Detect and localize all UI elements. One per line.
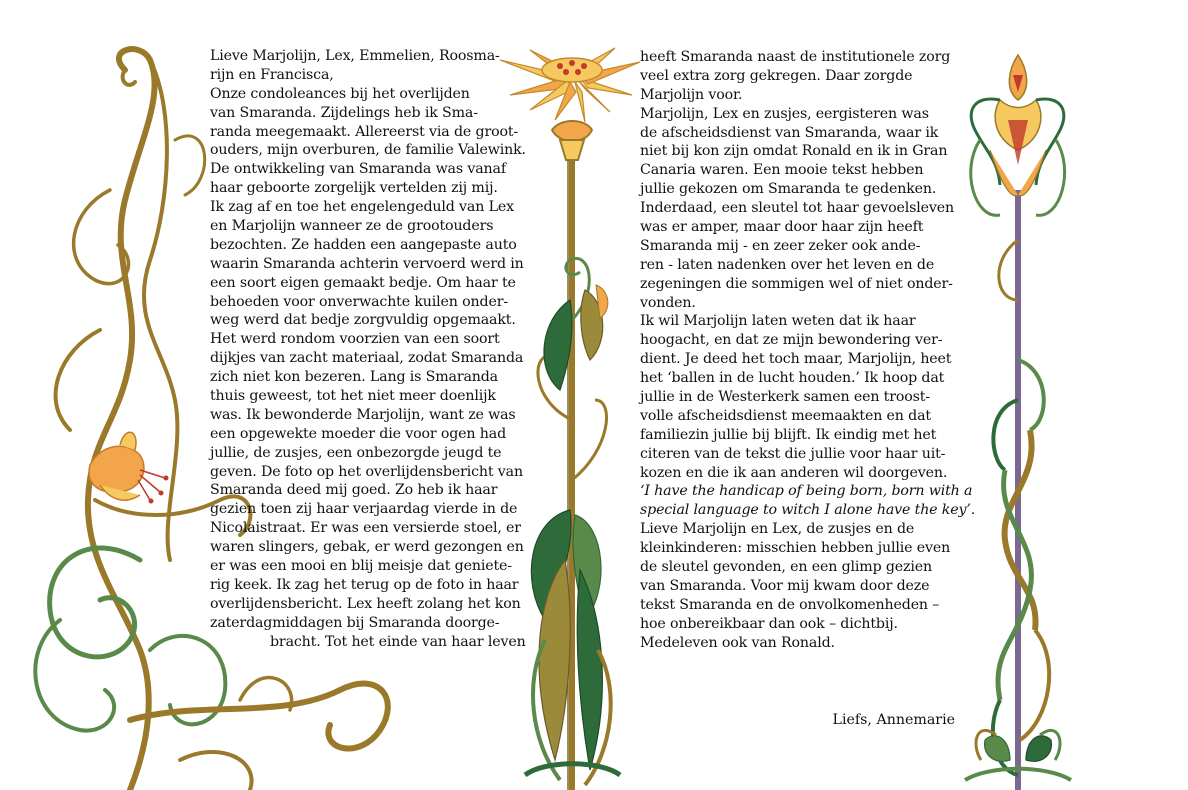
letter-line: bezochten. Ze hadden een aangepaste auto (210, 236, 517, 253)
letter-line: een soort eigen gemaakt bedje. Om haar te (210, 274, 516, 291)
letter-line: Ik zag af en toe het engelengeduld van Lex (210, 199, 514, 216)
letter-line: veel extra zorg gekregen. Daar zorgde (640, 67, 913, 84)
letter-line: weg werd dat bedje zorgvuldig opgemaakt. (210, 312, 516, 329)
letter-line: volle afscheidsdienst meemaakten en dat (640, 407, 931, 424)
letter-line: er was een mooi en blij meisje dat geniete- (210, 558, 512, 575)
letter-line: kozen en die ik aan anderen wil doorgeven. (640, 464, 948, 481)
letter-line: was er amper, maar door haar zijn heeft (640, 219, 924, 236)
letter-line: waarin Smaranda achterin vervoerd werd in (210, 255, 524, 272)
letter-line: behoeden voor onverwachte kuilen onder- (210, 293, 508, 310)
signature: Liefs, Annemarie (832, 712, 955, 728)
letter-right-column (640, 48, 976, 653)
letter-line: dient. Je deed het toch maar, Marjolijn, heet (640, 351, 952, 368)
letter-line: randa meegemaakt. Allereerst via de groot- (210, 123, 519, 140)
letter-line: het ‘ballen in de lucht houden.’ Ik hoop dat (640, 370, 945, 387)
letter-line: hoogacht, en dat ze mijn bewondering ver- (640, 332, 943, 349)
letter-line: niet bij kon zijn omdat Ronald en ik in Gran (640, 143, 948, 160)
letter-line: dijkjes van zacht materiaal, zodat Smaranda (210, 350, 524, 367)
letter-line: jullie, de zusjes, een onbezorgde jeugd te (210, 444, 502, 461)
letter-line: waren slingers, gebak, er werd gezongen en (210, 539, 524, 556)
letter-line: Canaria waren. Een mooie tekst hebben (640, 162, 924, 179)
letter-line: Marjolijn, Lex en zusjes, eergisteren was (640, 105, 929, 122)
letter-line: thuis geweest, tot het niet meer doenlijk (210, 388, 496, 405)
right-flower-column (965, 55, 1071, 790)
letter-line: haar geboorte zorgelijk vertelden zij mij. (210, 180, 498, 197)
letter-line: jullie gekozen om Smaranda te gedenken. (640, 181, 937, 198)
letter-line: zegeningen die sommigen wel of niet onder- (640, 275, 953, 292)
letter-line: jullie in de Westerkerk samen een troost- (640, 389, 930, 406)
letter-line: zich niet kon bezeren. Lang is Smaranda (210, 369, 498, 386)
letter-line: heeft Smaranda naast de institutionele zorg (640, 49, 951, 65)
letter-line: en Marjolijn wanneer ze de grootouders (210, 218, 494, 235)
letter-line: citeren van de tekst die jullie voor haar uit- (640, 445, 946, 462)
letter-line: familiezin jullie bij blijft. Ik eindig met het (640, 426, 937, 443)
letter-line: van Smaranda. Zijdelings heb ik Sma- (210, 104, 478, 121)
letter-line: Inderdaad, een sleutel tot haar gevoelsleven (640, 200, 954, 217)
letter-line: rig keek. Ik zag het terug op de foto in haar (210, 576, 519, 593)
letter-line: ren - laten nadenken over het leven en de (640, 256, 935, 273)
letter-line: van Smaranda. Voor mij kwam door deze (640, 577, 930, 594)
letter-line: Lieve Marjolijn, Lex, Emmelien, Roosma- (210, 48, 500, 64)
letter-line: kleinkinderen: misschien hebben jullie even (640, 540, 951, 557)
letter-line: rijn en Francisca, (210, 66, 334, 83)
letter-line: zaterdagmiddagen bij Smaranda doorge- (210, 614, 500, 631)
quote-line: ‘I have the handicap of being born, born with a (640, 483, 973, 500)
letter-line: Marjolijn voor. (640, 86, 743, 103)
letter-left-column (210, 47, 530, 652)
letter-line: overlijdensbericht. Lex heeft zolang het kon (210, 595, 521, 612)
letter-line: gezien toen zij haar verjaardag vierde in de (210, 501, 518, 518)
letter-line: Lieve Marjolijn en Lex, de zusjes en de (640, 521, 915, 538)
letter-line: Smaranda mij - en zeer zeker ook ande- (640, 237, 921, 254)
letter-line: Smaranda deed mij goed. Zo heb ik haar (210, 482, 498, 499)
letter-line: geven. De foto op het overlijdensbericht van (210, 463, 523, 480)
letter-line: Ik wil Marjolijn laten weten dat ik haar (640, 313, 916, 330)
letter-line: tekst Smaranda en de onvolkomenheden – (640, 596, 940, 613)
letter-line: de afscheidsdienst van Smaranda, waar ik (640, 124, 939, 141)
letter-line: was. Ik bewonderde Marjolijn, want ze was (210, 406, 516, 423)
letter-line: vonden. (640, 294, 696, 311)
letter-line: De ontwikkeling van Smaranda was vanaf (210, 161, 506, 178)
letter-line: Medeleven ook van Ronald. (640, 634, 835, 651)
letter-line: hoe onbereikbaar dan ook – dichtbij. (640, 615, 898, 632)
letter-line: Nicolaistraat. Er was een versierde stoel, er (210, 520, 521, 537)
letter-line: een opgewekte moeder die voor ogen had (210, 425, 507, 442)
quote-line: special language to witch I alone have the key’. (640, 502, 976, 519)
letter-line: ouders, mijn overburen, de familie Valewink. (210, 142, 526, 159)
letter-line: Het werd rondom voorzien van een soort (210, 331, 500, 348)
letter-line: bracht. Tot het einde van haar leven (270, 633, 526, 650)
letter-line: de sleutel gevonden, en een glimp gezien (640, 559, 933, 576)
letter-line: Onze condoleances bij het overlijden (210, 85, 470, 102)
